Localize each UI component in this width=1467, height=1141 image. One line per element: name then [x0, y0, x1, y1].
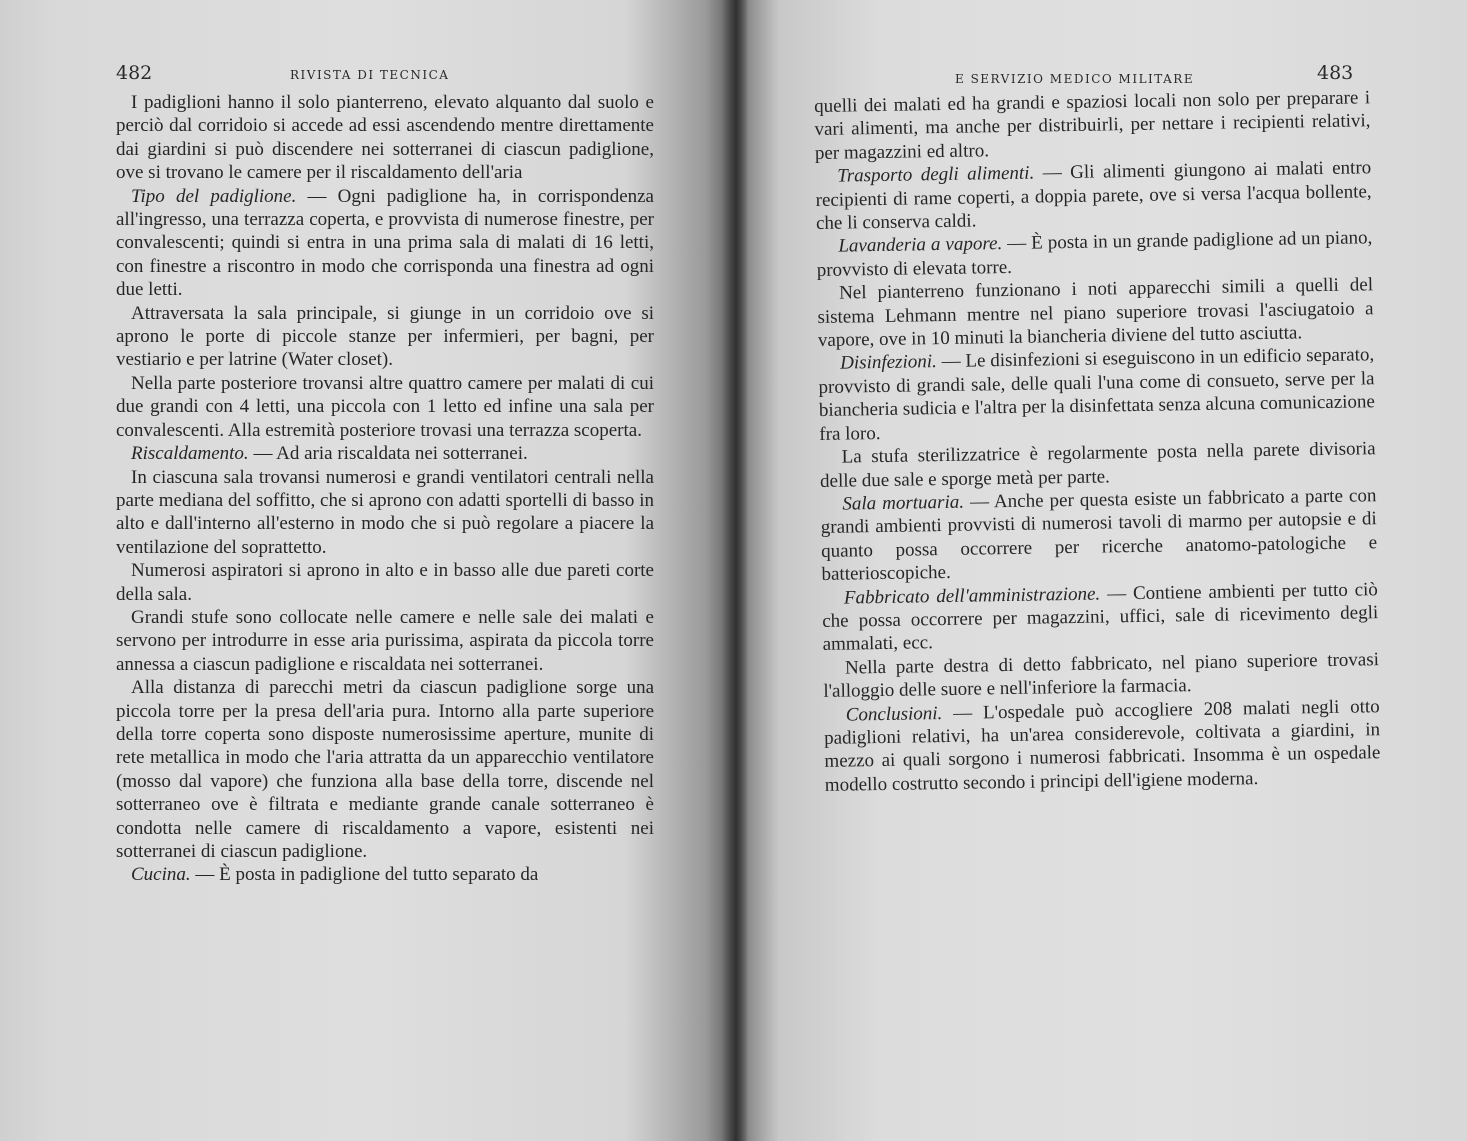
right-text-block [814, 86, 1381, 797]
paragraph-text: — Ad aria riscaldata nei sotterranei. [248, 443, 528, 465]
paragraph-text: Nel pianterreno funzionano i noti apparecchi simili a quelli del sistema Lehmann mentre nel piano superiore trovasi l'asciugatoio a vapore, ove in 10 minuti la biancheria diviene del tutto asciutta. [817, 274, 1374, 352]
section-heading: Trasporto degli alimenti. [837, 162, 1035, 187]
paragraph-text: Nella parte posteriore trovansi altre quattro camere per malati di cui due grandi con 4 letti, una piccola con 1 letto ed infine una sala per convalescenti. Alla estremità posteriore trovasi una terrazza scoperta. [116, 372, 654, 441]
section-heading: Sala mortuaria. [842, 491, 965, 515]
paragraph-text: — Anche per questa esiste un fabbricato a parte con grandi ambienti provvisti di numerosi tavoli di marmo per autopsie e di quanto possa occorrere per ricerche anatomo-patologiche e batterioscopiche. [820, 485, 1378, 586]
paragraph-text: — Le disinfezioni si eseguiscono in un edificio separato, provvisto di grandi sale, delle quali l'una come di consueto, serve per la biancheria sudicia e l'altra per la disinfettata senza alcuna comunicazione fra loro. [818, 344, 1376, 445]
paragraph-text: — Contiene ambienti per tutto ciò che possa occorrere per magazzini, uffici, sale di ricevimento degli ammalati, ecc. [822, 578, 1379, 656]
paragraph [116, 372, 654, 442]
right-running-head: E SERVIZIO MEDICO MILITARE [955, 72, 1195, 86]
paragraph [116, 302, 654, 372]
paragraph-text: — Gli alimenti giungono ai malati entro recipienti di rame coperti, a doppia parete, ove si versa l'acqua bollente, che li conserva caldi. [815, 157, 1372, 235]
paragraph [820, 484, 1377, 586]
paragraph [818, 344, 1375, 446]
paragraph [815, 156, 1372, 235]
section-heading: Conclusioni. [845, 702, 943, 726]
section-heading: Riscaldamento. [131, 443, 249, 465]
paragraph-text: — È posta in padiglione del tutto separato da [190, 864, 539, 886]
paragraph [116, 466, 654, 560]
section-heading: Tipo del padiglione. [131, 185, 297, 207]
paragraph [116, 91, 654, 185]
paragraph-text: Alla distanza di parecchi metri da ciascun padiglione sorge una piccola torre per la presa dell'aria pura. Intorno alla parte superiore della torre coperta sono disposte numerosissime aperture, munite di rete metallica in modo che l'aria attratta da un apparecchio ventilatore (mosso dal vapore) che funziona alla base della torre, discende nel sotterraneo ove è filtrata e mediante grande canale sotterraneo è condotta nelle camere di riscaldamento a vapore, esistenti nei sotterranei di ciascun padiglione. [116, 677, 654, 862]
paragraph [814, 86, 1371, 165]
section-heading: Disinfezioni. [840, 351, 937, 375]
paragraph-text: — Ogni padiglione ha, in corrispondenza all'ingresso, una terrazza coperta, e provvista di numerose finestre, per convalescenti; quindi si entra in una prima sala di malati di 16 letti, con finestre a riscontro in modo che corrisponda una finestra ad ogni due letti. [116, 185, 654, 301]
paragraph-text: Numerosi aspiratori si aprono in alto e in basso alle due pareti corte della sala. [116, 560, 654, 605]
book-gutter-shadow [722, 0, 748, 1141]
paragraph [116, 606, 654, 676]
paragraph-text: Attraversata la sala principale, si giunge in un corridoio ove si aprono le porte di piccole stanze per infermieri, per bagni, per vestiario e per latrine (Water closet). [116, 302, 654, 371]
paragraph-text: — È posta in un grande padiglione ad un piano, provvisto di elevata torre. [816, 227, 1373, 281]
paragraph-text: La stufa sterilizzatrice è regolarmente posta nella parete divisoria delle due sale e sporge metà per parte. [819, 438, 1376, 492]
section-heading: Lavanderia a vapore. [838, 233, 1003, 258]
paragraph [822, 578, 1379, 657]
paragraph [116, 676, 654, 863]
section-heading: Fabbricato dell'amministrazione. [843, 583, 1101, 609]
left-running-head: RIVISTA DI TECNICA [290, 68, 450, 82]
paragraph-text: — L'ospedale può accogliere 208 malati negli otto padiglioni relativi, ha un'area considerevole, coltivata a giardini, in mezzo ai quali sorgono i numerosi fabbricati. Insomma è un ospedale modello costrutto secondo i principi dell'igiene moderna. [823, 695, 1381, 796]
left-folio: 482 [116, 62, 153, 84]
paragraph [116, 863, 654, 886]
section-heading: Cucina. [131, 864, 191, 886]
paragraph-text: quelli dei malati ed ha grandi e spaziosi locali non solo per preparare i vari alimenti, ma anche per distribuirli, per nettare i recipienti relativi, per magazzini ed altro. [814, 87, 1371, 164]
paragraph-text: Grandi stufe sono collocate nelle camere e nelle sale dei malati e servono per introdurre in esse aria purissima, aspirata da piccola torre annessa a ciascun padiglione e riscaldata nei sotterranei. [116, 606, 654, 675]
paragraph-text: Nella parte destra di detto fabbricato, nel piano superiore trovasi l'alloggio delle suore e nell'inferiore la farmacia. [823, 648, 1380, 703]
paragraph-text: In ciascuna sala trovansi numerosi e grandi ventilatori centrali nella parte mediana del soffitto, che si aprono con adatti sportelli di basso in alto e dall'interno all'esterno in modo che si può regolare a piacere la ventilazione del soprattetto. [116, 466, 654, 558]
paragraph [817, 273, 1374, 352]
paragraph [116, 442, 654, 465]
left-text-block [116, 91, 654, 887]
paragraph-text: I padiglioni hanno il solo pianterreno, elevato alquanto dal suolo e perciò dal corridoio si accede ad essi ascendendo mentre direttamente dai giardini si può discendere nei sotterranei di ciascun padiglione, ove si trovano le camere per il riscaldamento dell'aria [116, 92, 654, 184]
paragraph [824, 695, 1381, 797]
paragraph [116, 185, 654, 302]
paragraph [116, 559, 654, 606]
right-folio: 483 [1317, 62, 1354, 84]
